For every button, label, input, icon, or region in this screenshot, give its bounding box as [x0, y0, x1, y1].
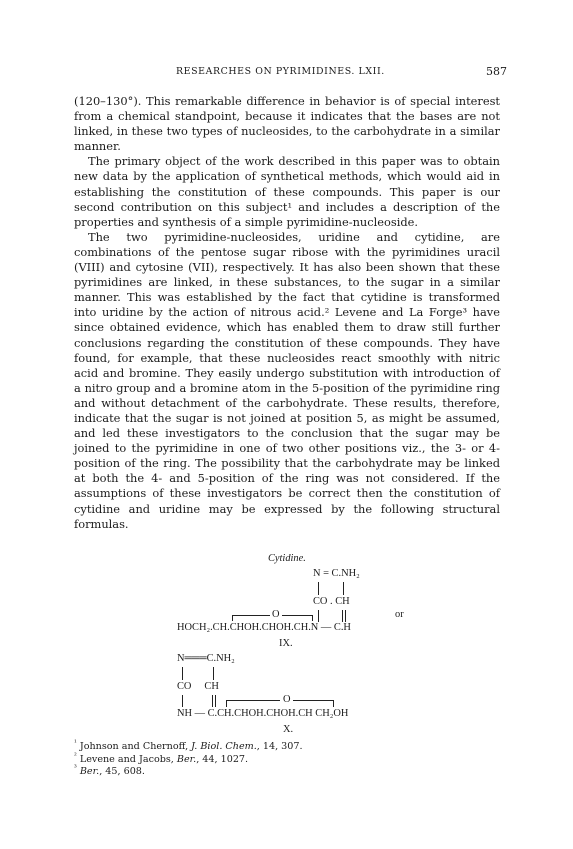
bond-line [182, 667, 183, 680]
footnote: $^{^3}$ Ber., 45, 608. [74, 764, 145, 778]
formula-line: CO CH [177, 681, 219, 692]
bond-line [282, 615, 312, 616]
bond-line [182, 695, 183, 707]
page-header [0, 66, 573, 82]
formula-label: IX. [279, 638, 293, 649]
bond-line [215, 695, 216, 707]
formula-caption: Cytidine. [268, 553, 306, 564]
formula-line: CO . CH [313, 596, 350, 607]
footnotes [74, 738, 504, 779]
formula-line: NH — C.CH.CHOH.CHOH.CH CH₂OH [177, 708, 349, 719]
formula-line: N = C.NH₂ [313, 568, 360, 579]
paragraph: The two pyrimidine-nucleosides, uridine and cytidine, are combinations of the pentose sugar ribose with the pyrimidines uracil (VIII) and cytosine (VII), respectively. It has also been shown that these pyrimidines are linked, in these substances, to the sugar in a similar manner. This was established by the fact that cytidine is transformed into uridine by the action of nitrous acid.² Levene and La Forge³ have since obtained evidence, which has enabled them to draw still further conclusions regarding the constitution of these compounds. They have found, for example, that these nucleosides react smoothly with nitric acid and bromine. They easily undergo substitution with introduction of a nitro group and a bromine atom in the 5-position of the pyrimidine ring and without detachment of the carbohydrate. These results, therefore, indicate that the sugar is not joined at position 5, as might be assumed, and led these investigators to the conclusion that the sugar may be joined to the pyrimidine in one of two other positions viz., the 3- or 4-position of the ring. The possibility that the carbohydrate may be linked at both the 4- and 5-position of the ring was not considered. If the assumptions of these investigators be correct then the constitution of cytidine and uridine may be expressed by the following structural formulas. [74, 229, 500, 531]
bond-line [293, 700, 333, 701]
bond-line [213, 667, 214, 680]
bond-line [318, 582, 319, 595]
bond-line [345, 610, 346, 622]
running-title: RESEARCHES ON PYRIMIDINES. LXII. [176, 66, 385, 77]
bond-line [318, 610, 319, 622]
paragraph: The primary object of the work described in this paper was to obtain new data by the application of synthetical methods, which would aid in establishing the constitution of these compounds. This paper is our second contribution on this subject¹ and includes a description of the properties and synthesis of a simple pyrimidine-nucleoside. [74, 154, 500, 229]
formula-line: N═══C.NH₂ [177, 653, 235, 664]
formula-line: HOCH₂.CH.CHOH.CHOH.CH.N — C.H [177, 622, 351, 633]
bond-line [342, 610, 343, 622]
bond-line [232, 615, 270, 616]
bond-line [343, 582, 344, 595]
footnote: $^{^1}$ Johnson and Chernoff, J. Biol. Chem., 14, 307. [74, 738, 303, 752]
bond-line [312, 615, 313, 621]
paragraph: (120–130°). This remarkable difference in behavior is of special interest from a chemical standpoint, because it indicates that the bases are not linked, in these two types of nucleosides, to the carbohydrate in a similar manner. [74, 94, 500, 154]
bond-line [226, 700, 227, 707]
or-text: or [395, 609, 404, 620]
bond-line [226, 700, 280, 701]
body-text [74, 94, 500, 532]
bond-line [212, 695, 213, 707]
bond-line [333, 700, 334, 707]
formula-label: X. [283, 724, 294, 735]
formula-bridge-oxygen: O [272, 609, 280, 620]
footnote: $^{^2}$ Levene and Jacobs, Ber., 44, 1027. [74, 751, 249, 765]
page-number: 587 [486, 65, 507, 78]
formula-bridge-oxygen: O [283, 694, 291, 705]
